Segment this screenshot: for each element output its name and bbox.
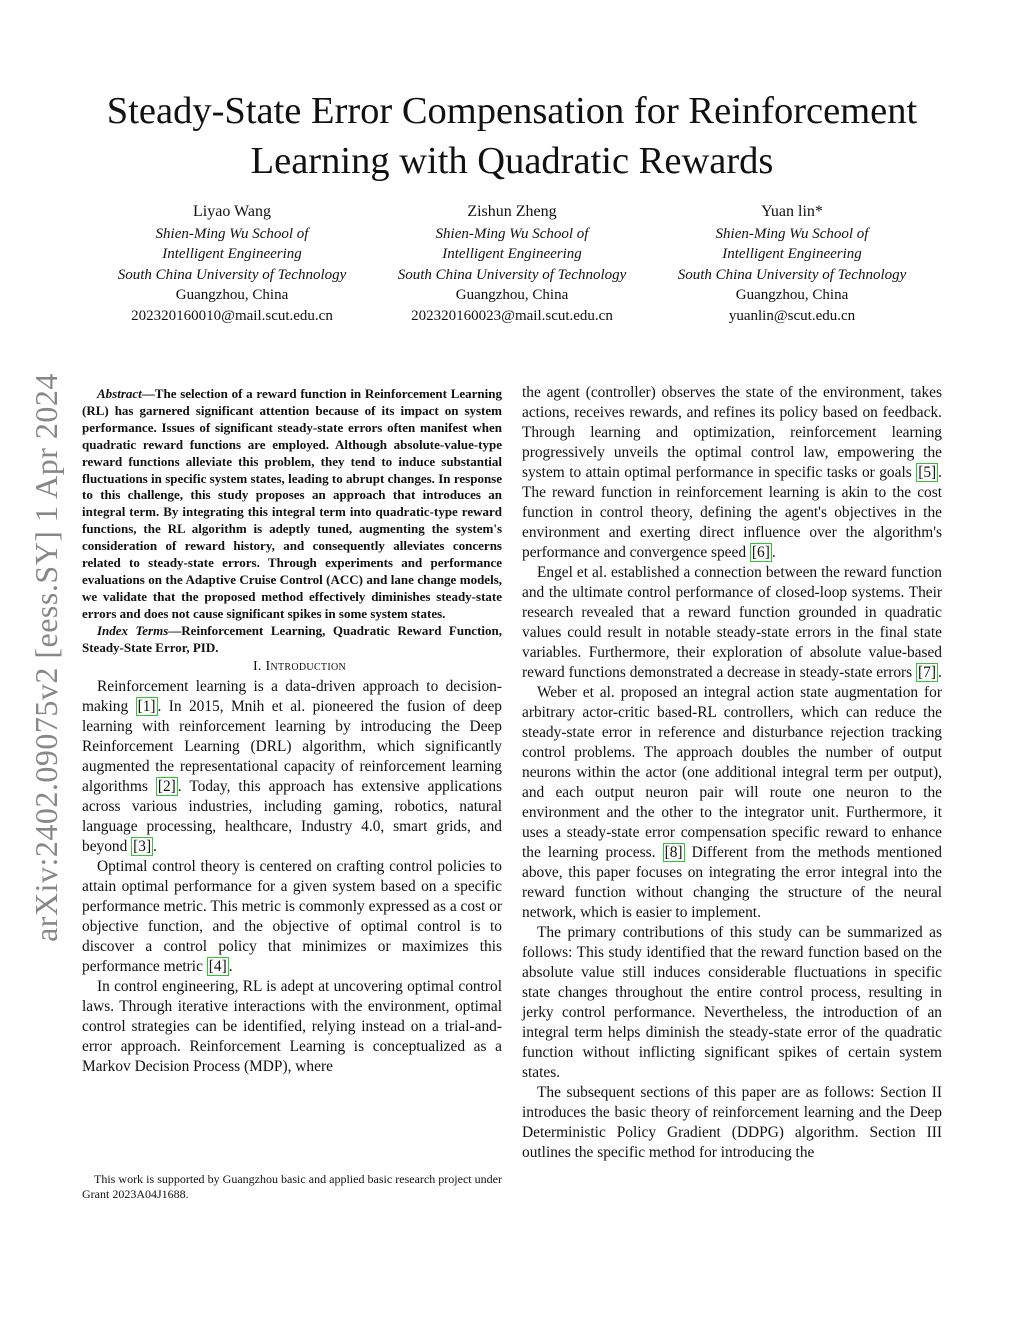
- citation-link[interactable]: [1]: [137, 697, 156, 715]
- right-column: [522, 383, 942, 1163]
- section-heading-introduction: I. Introduction: [252, 658, 347, 674]
- text-run: .: [228, 957, 233, 975]
- author-1: [87, 202, 377, 327]
- abstract-label: Abstract: [97, 386, 142, 401]
- text-run: Engel et al. established a connection between the reward function and the ultimate control performance of closed-loop systems. Their research revealed that a reward function grounded in quadratic values could result in notable steady-state errors in the final state variables. Furthermore, their exploration of absolute value-based reward functions demonstrated a decrease in steady-state errors: [522, 564, 942, 681]
- citation-link[interactable]: [2]: [157, 777, 176, 795]
- author-affiliation: Shien-Ming Wu School of: [715, 225, 869, 242]
- index-terms: [82, 623, 502, 657]
- arxiv-identifier-margin: [18, 350, 74, 965]
- text-run: . In 2015, Mnih et al. pioneered the fusion of deep learning with reinforcement learning by introducing the Deep Reinforcement Learning (DRL) algorithm, which significantly augmented the representational capacity of reinforcement learning algorithms: [82, 697, 502, 795]
- left-column: [82, 386, 502, 1077]
- abstract: [82, 386, 502, 623]
- citation-link[interactable]: [3]: [133, 837, 152, 855]
- text-run: . Today, this approach has extensive applications across various industries, including gaming, robotics, natural language processing, healthcare, Industry 4.0, smart grids, and beyond: [82, 777, 502, 855]
- author-email: 202320160010@mail.scut.edu.cn: [131, 307, 333, 324]
- citation-link[interactable]: [4]: [208, 957, 227, 975]
- text-run: the agent (controller) observes the state of the environment, takes actions, receives rewards, and refines its policy based on feedback. Through learning and optimization, reinforcement learning progressively unveils the optimal control law, empowering the system to attain optimal performance in specific tasks or goals: [522, 384, 942, 481]
- author-name: Yuan lin*: [761, 203, 823, 220]
- intro-paragraph-1: [82, 677, 502, 857]
- text-run: .: [771, 544, 776, 561]
- right-paragraph-1: [522, 383, 942, 563]
- text-run: . The reward function in reinforcement learning is akin to the cost function in control theory, defining the agent's objectives in the environment and exerting direct influence over the algorithm's performance and convergence speed: [522, 464, 942, 561]
- author-affiliation: South China University of Technology: [677, 266, 907, 283]
- text-run: .: [937, 664, 942, 681]
- citation-link[interactable]: [8]: [664, 844, 683, 861]
- author-name: Liyao Wang: [193, 203, 271, 220]
- author-city: Guangzhou, China: [735, 287, 849, 304]
- author-email: yuanlin@scut.edu.cn: [728, 307, 856, 324]
- arxiv-identifier: arXiv:2402.09075v2 [eess.SY] 1 Apr 2024: [27, 373, 64, 942]
- intro-paragraph-3: In control engineering, RL is adept at uncovering optimal control laws. Through iterative interactions with the environment, optimal control strategies can be identified, relying instead on a trial-and-error approach. Reinforcement Learning is conceptualized as a Markov Decision Process (MDP), where: [82, 977, 502, 1075]
- citation-link[interactable]: [7]: [918, 664, 936, 681]
- title-line-1: Steady-State Error Compensation for Reinforcement: [106, 90, 918, 132]
- author-affiliation: Intelligent Engineering: [722, 246, 862, 263]
- index-terms-label: Index Terms: [97, 622, 169, 638]
- author-affiliation: Shien-Ming Wu School of: [435, 225, 589, 242]
- paper-title: [60, 86, 964, 186]
- text-run: Different from the methods mentioned above, this paper focuses on integrating the error integral into the reward function without changing the structure of the neural network, which is easier to implement.: [522, 844, 943, 921]
- text-run: Weber et al. proposed an integral action state augmentation for arbitrary actor-critic based-RL controllers, which can reduce the steady-state error in reference and disturbance rejection tracking control problems. The approach doubles the number of output neurons within the actor (one additional integral term per output), and each output neuron pair will route one neuron to the environment and the other to the integrator unit. Furthermore, it uses a steady-state error compensation specific reward to enhance the learning process.: [522, 684, 942, 861]
- intro-paragraph-2: [82, 857, 502, 977]
- funding-footnote: This work is supported by Guangzhou basic and applied basic research project under Grant 2023A04J1688.: [82, 1172, 502, 1201]
- text-run: Reinforcement learning is a data-driven approach to decision-making: [82, 677, 502, 715]
- citation-link[interactable]: [6]: [751, 544, 770, 561]
- author-affiliation: Shien-Ming Wu School of: [155, 225, 309, 242]
- text-run: .: [153, 837, 157, 855]
- citation-link[interactable]: [5]: [918, 464, 937, 481]
- author-affiliation: South China University of Technology: [397, 266, 627, 283]
- author-city: Guangzhou, China: [175, 287, 289, 304]
- author-2: [367, 202, 657, 327]
- author-3: [647, 202, 937, 327]
- text-run: Optimal control theory is centered on crafting control policies to attain optimal performance for a given system based on a specific performance metric. This metric is commonly expressed as a cost or objective function, and the objective of optimal control is to discover a control policy that minimizes or maximizes this performance metric: [82, 857, 502, 975]
- author-city: Guangzhou, China: [455, 287, 569, 304]
- right-paragraph-3: [522, 683, 942, 923]
- author-name: Zishun Zheng: [467, 203, 557, 220]
- right-paragraph-4: The primary contributions of this study can be summarized as follows: This study identified that the reward function based on the absolute value still induces considerable fluctuations in specific state changes throughout the entire control process, resulting in jerky control performance. Nevertheless, the introduction of an integral term helps diminish the steady-state error of the quadratic function without inflicting significant spikes of certain system states.: [522, 924, 942, 1081]
- abstract-text: —The selection of a reward function in Reinforcement Learning (RL) has garnered significant attention because of its impact on system performance. Issues of significant steady-state errors often manifest when quadratic reward functions are employed. Although absolute-value-type reward functions alleviate this problem, they tend to induce substantial fluctuations in specific system states, leading to abrupt changes. In response to this challenge, this study proposes an approach that introduces an integral term. By integrating this integral term into quadratic-type reward functions, the RL algorithm is adeptly tuned, augmenting the system's consideration of reward history, and consequently alleviates concerns related to steady-state errors. Through experiments and performance evaluations on the Adaptive Cruise Control (ACC) and lane change models, we validate that the proposed method effectively diminishes steady-state errors and does not cause significant spikes in some system states.: [82, 386, 502, 621]
- index-terms-text: —Reinforcement Learning, Quadratic Reward Function, Steady-State Error, PID.: [82, 622, 502, 655]
- right-paragraph-2: [522, 563, 942, 683]
- author-affiliation: Intelligent Engineering: [162, 246, 302, 263]
- right-paragraph-5: The subsequent sections of this paper are as follows: Section II introduces the basic theory of reinforcement learning and the Deep Deterministic Policy Gradient (DDPG) algorithm. Section III outlines the specific method for introducing the: [522, 1084, 942, 1161]
- author-affiliation: South China University of Technology: [117, 266, 347, 283]
- title-line-2: Learning with Quadratic Rewards: [250, 140, 774, 182]
- author-affiliation: Intelligent Engineering: [442, 246, 582, 263]
- author-email: 202320160023@mail.scut.edu.cn: [411, 307, 613, 324]
